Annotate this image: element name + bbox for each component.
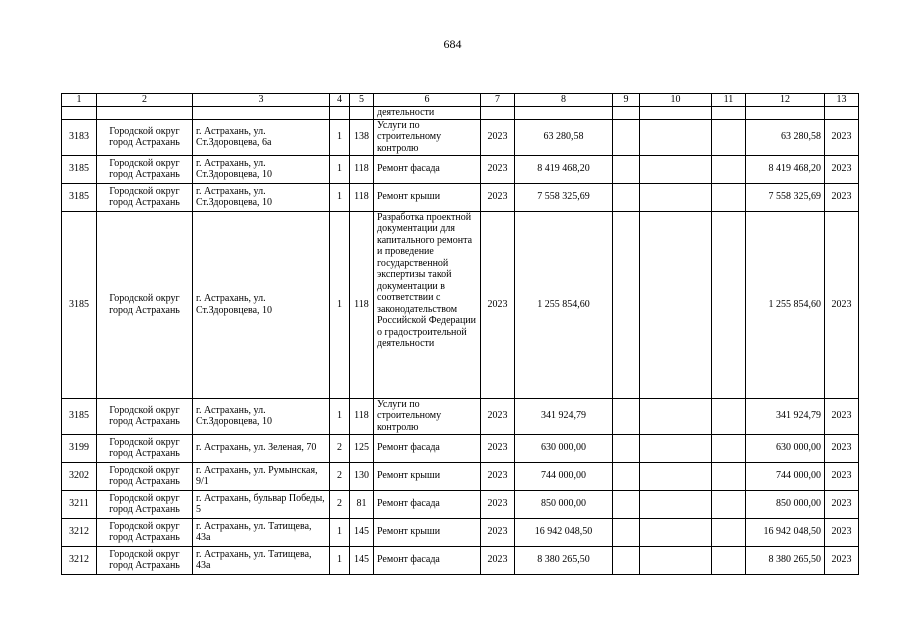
- row-id-cell: 3183: [62, 119, 97, 155]
- column-9-cell: [613, 462, 640, 490]
- row-id-cell: 3185: [62, 211, 97, 398]
- year-cell: 2023: [481, 119, 515, 155]
- column-13-cell: 2023: [825, 546, 859, 574]
- cost-cell: 1 255 854,60: [515, 211, 613, 398]
- column-9-cell: [613, 211, 640, 398]
- column-4-cell: 1: [330, 546, 350, 574]
- column-11-cell: [712, 490, 746, 518]
- header-cell: 7: [481, 94, 515, 107]
- header-cell: 13: [825, 94, 859, 107]
- column-5-cell: 138: [350, 119, 374, 155]
- work-type-cell: Ремонт крыши: [374, 183, 481, 211]
- municipality-cell: Городской округ город Астрахань: [97, 462, 193, 490]
- column-13-cell: 2023: [825, 119, 859, 155]
- total-cell: 341 924,79: [746, 398, 825, 434]
- header-cell: 8: [515, 94, 613, 107]
- work-type-cell: Ремонт крыши: [374, 462, 481, 490]
- column-13-cell: 2023: [825, 398, 859, 434]
- year-cell: 2023: [481, 183, 515, 211]
- column-5-cell: 81: [350, 490, 374, 518]
- work-type-cell: Ремонт фасада: [374, 434, 481, 462]
- year-cell: 2023: [481, 546, 515, 574]
- column-5-cell: 118: [350, 211, 374, 398]
- column-13-cell: 2023: [825, 518, 859, 546]
- work-type-cell: Услуги по строительному контролю: [374, 119, 481, 155]
- total-cell: 744 000,00: [746, 462, 825, 490]
- work-type-cell: Ремонт фасада: [374, 490, 481, 518]
- column-13-cell: 2023: [825, 183, 859, 211]
- column-5-cell: 118: [350, 155, 374, 183]
- address-cell: г. Астрахань, ул. Румынская, 9/1: [193, 462, 330, 490]
- table-row: [62, 211, 859, 398]
- year-cell: 2023: [481, 490, 515, 518]
- column-13-cell: 2023: [825, 434, 859, 462]
- year-cell: 2023: [481, 462, 515, 490]
- municipality-cell: Городской округ город Астрахань: [97, 183, 193, 211]
- municipality-cell: Городской округ город Астрахань: [97, 211, 193, 398]
- row-id-cell: 3211: [62, 490, 97, 518]
- column-13-cell: 2023: [825, 462, 859, 490]
- address-cell: г. Астрахань, ул. Ст.Здоровцева, 10: [193, 183, 330, 211]
- column-10-cell: [640, 462, 712, 490]
- work-type-cell: Разработка проектной документации для капитального ремонта и проведение государственной экспертизы такой документации в соответствии с законодательством Российской Федерации о градостроительной деятельности: [374, 211, 481, 398]
- column-10-cell: [640, 155, 712, 183]
- column-11-cell: [712, 546, 746, 574]
- total-cell: 7 558 325,69: [746, 183, 825, 211]
- header-cell: 9: [613, 94, 640, 107]
- column-11-cell: [712, 434, 746, 462]
- address-cell: г. Астрахань, бульвар Победы, 5: [193, 490, 330, 518]
- column-13-cell: 2023: [825, 211, 859, 398]
- column-4-cell: 2: [330, 434, 350, 462]
- cost-cell: 630 000,00: [515, 434, 613, 462]
- column-9-cell: [613, 155, 640, 183]
- column-5-cell: 145: [350, 546, 374, 574]
- table-row: [62, 462, 859, 490]
- total-cell: 850 000,00: [746, 490, 825, 518]
- work-type-cell: Ремонт фасада: [374, 546, 481, 574]
- row-id-cell: 3212: [62, 518, 97, 546]
- header-cell: 6: [374, 94, 481, 107]
- header-cell: 10: [640, 94, 712, 107]
- column-13-cell: 2023: [825, 490, 859, 518]
- column-5-cell: 145: [350, 518, 374, 546]
- year-cell: 2023: [481, 518, 515, 546]
- total-cell: 63 280,58: [746, 119, 825, 155]
- cost-cell: 63 280,58: [515, 119, 613, 155]
- header-cell: 12: [746, 94, 825, 107]
- table-row: [62, 398, 859, 434]
- column-11-cell: [712, 155, 746, 183]
- column-4-cell: 1: [330, 518, 350, 546]
- total-cell: 8 380 265,50: [746, 546, 825, 574]
- municipality-cell: Городской округ город Астрахань: [97, 546, 193, 574]
- column-11-cell: [712, 518, 746, 546]
- column-11-cell: [712, 119, 746, 155]
- column-9-cell: [613, 518, 640, 546]
- year-cell: 2023: [481, 155, 515, 183]
- registry-table: [61, 93, 859, 575]
- column-11-cell: [712, 462, 746, 490]
- cost-cell: 850 000,00: [515, 490, 613, 518]
- page-number: 684: [443, 37, 462, 51]
- column-4-cell: 1: [330, 211, 350, 398]
- column-9-cell: [613, 119, 640, 155]
- column-11-cell: [712, 183, 746, 211]
- row-id-cell: 3212: [62, 546, 97, 574]
- continuation-cell: деятельности: [374, 106, 481, 119]
- address-cell: г. Астрахань, ул. Ст.Здоровцева, 10: [193, 155, 330, 183]
- municipality-cell: Городской округ город Астрахань: [97, 490, 193, 518]
- row-id-cell: 3185: [62, 398, 97, 434]
- work-type-cell: Ремонт крыши: [374, 518, 481, 546]
- table-row: [62, 155, 859, 183]
- cost-cell: 8 380 265,50: [515, 546, 613, 574]
- table-row: [62, 490, 859, 518]
- address-cell: г. Астрахань, ул. Ст.Здоровцева, 10: [193, 211, 330, 398]
- header-row: [62, 94, 859, 107]
- row-id-cell: 3185: [62, 183, 97, 211]
- column-5-cell: 125: [350, 434, 374, 462]
- work-type-cell: Услуги по строительному контролю: [374, 398, 481, 434]
- column-9-cell: [613, 546, 640, 574]
- cost-cell: 341 924,79: [515, 398, 613, 434]
- cost-cell: 7 558 325,69: [515, 183, 613, 211]
- column-5-cell: 130: [350, 462, 374, 490]
- address-cell: г. Астрахань, ул. Татищева, 43а: [193, 546, 330, 574]
- row-id-cell: 3185: [62, 155, 97, 183]
- header-cell: 1: [62, 94, 97, 107]
- column-4-cell: 1: [330, 119, 350, 155]
- table-row: [62, 518, 859, 546]
- column-4-cell: 2: [330, 490, 350, 518]
- column-9-cell: [613, 183, 640, 211]
- row-id-cell: 3202: [62, 462, 97, 490]
- column-9-cell: [613, 434, 640, 462]
- header-cell: 5: [350, 94, 374, 107]
- column-4-cell: 2: [330, 462, 350, 490]
- municipality-cell: Городской округ город Астрахань: [97, 119, 193, 155]
- total-cell: 1 255 854,60: [746, 211, 825, 398]
- column-13-cell: 2023: [825, 155, 859, 183]
- municipality-cell: Городской округ город Астрахань: [97, 518, 193, 546]
- table-row: [62, 546, 859, 574]
- total-cell: 16 942 048,50: [746, 518, 825, 546]
- header-cell: 4: [330, 94, 350, 107]
- address-cell: г. Астрахань, ул. Ст.Здоровцева, 6а: [193, 119, 330, 155]
- table-row: [62, 183, 859, 211]
- cost-cell: 16 942 048,50: [515, 518, 613, 546]
- cost-cell: 8 419 468,20: [515, 155, 613, 183]
- column-4-cell: 1: [330, 155, 350, 183]
- column-11-cell: [712, 211, 746, 398]
- municipality-cell: Городской округ город Астрахань: [97, 155, 193, 183]
- column-4-cell: 1: [330, 398, 350, 434]
- table-row: [62, 434, 859, 462]
- column-10-cell: [640, 434, 712, 462]
- row-id-cell: 3199: [62, 434, 97, 462]
- address-cell: г. Астрахань, ул. Ст.Здоровцева, 10: [193, 398, 330, 434]
- column-10-cell: [640, 119, 712, 155]
- column-11-cell: [712, 398, 746, 434]
- column-5-cell: 118: [350, 183, 374, 211]
- total-cell: 630 000,00: [746, 434, 825, 462]
- column-10-cell: [640, 518, 712, 546]
- header-cell: 11: [712, 94, 746, 107]
- year-cell: 2023: [481, 434, 515, 462]
- column-9-cell: [613, 398, 640, 434]
- continuation-row: [62, 106, 859, 119]
- address-cell: г. Астрахань, ул. Татищева, 43а: [193, 518, 330, 546]
- cost-cell: 744 000,00: [515, 462, 613, 490]
- municipality-cell: Городской округ город Астрахань: [97, 398, 193, 434]
- table-row: [62, 119, 859, 155]
- column-10-cell: [640, 211, 712, 398]
- column-9-cell: [613, 490, 640, 518]
- year-cell: 2023: [481, 398, 515, 434]
- work-type-cell: Ремонт фасада: [374, 155, 481, 183]
- column-4-cell: 1: [330, 183, 350, 211]
- address-cell: г. Астрахань, ул. Зеленая, 70: [193, 434, 330, 462]
- year-cell: 2023: [481, 211, 515, 398]
- municipality-cell: Городской округ город Астрахань: [97, 434, 193, 462]
- column-10-cell: [640, 398, 712, 434]
- header-cell: 2: [97, 94, 193, 107]
- header-cell: 3: [193, 94, 330, 107]
- column-5-cell: 118: [350, 398, 374, 434]
- column-10-cell: [640, 183, 712, 211]
- column-10-cell: [640, 546, 712, 574]
- total-cell: 8 419 468,20: [746, 155, 825, 183]
- column-10-cell: [640, 490, 712, 518]
